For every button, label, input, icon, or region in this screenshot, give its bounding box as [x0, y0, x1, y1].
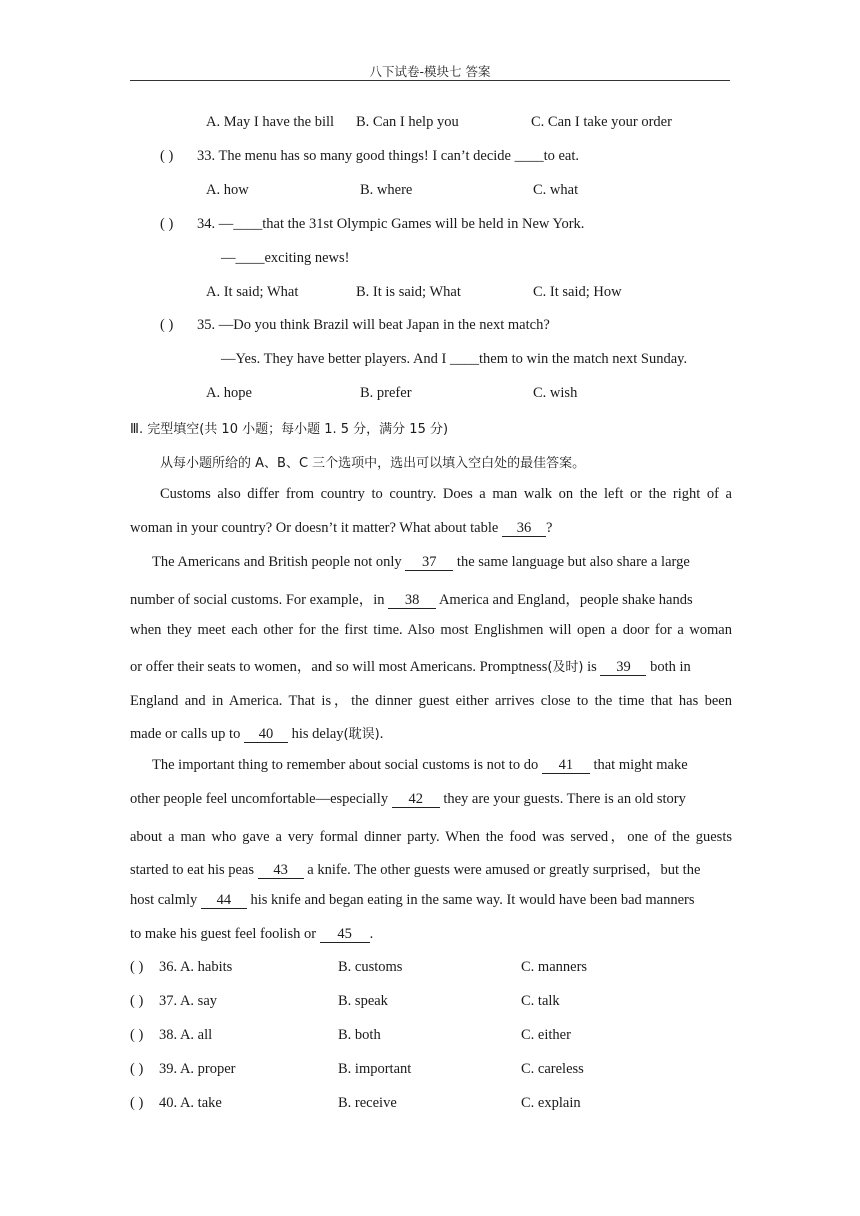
- q32-option-b: B. Can I help you: [356, 114, 459, 130]
- choice-37-option-a: 37. A. say: [159, 993, 217, 1009]
- passage-line: woman in your country? Or doesn’t it matter? What about table 36 ?: [130, 520, 553, 536]
- q33-option-c: C. what: [533, 182, 579, 198]
- q35-option-a: A. hope: [206, 385, 252, 401]
- q32-option-c: C. Can I take your order: [531, 114, 672, 130]
- choice-38-option-b: B. both: [338, 1027, 381, 1043]
- section-title: Ⅲ. 完型填空(共 10 小题；每小题 1. 5 分，满分 15 分): [130, 422, 449, 437]
- passage-line: The Americans and British people not only 37 the same language but also share a large: [152, 554, 690, 570]
- blank-37[interactable]: 37: [405, 555, 453, 571]
- choice-40-option-a: 40. A. take: [159, 1095, 222, 1111]
- q33-option-b: B. where: [360, 182, 413, 198]
- choice-39-option-a: 39. A. proper: [159, 1061, 236, 1077]
- header-divider: [130, 80, 730, 81]
- section-instruction: 从每小题所给的 A、B、C 三个选项中，选出可以填入空白处的最佳答案。: [160, 456, 586, 471]
- page-header: 八下试卷-模块七 答案: [369, 64, 491, 79]
- choice-38-option-c: C. either: [521, 1027, 571, 1043]
- q33-question: 33. The menu has so many good things! I can’t decide ____to eat.: [197, 148, 580, 164]
- passage-line: The important thing to remember about social customs is not to do 41 that might make: [152, 757, 688, 773]
- blank-45[interactable]: 45: [320, 927, 370, 943]
- q34-option-c: C. It said; How: [533, 284, 622, 300]
- q35-reply: —Yes. They have better players. And I ____them to win the match next Sunday.: [221, 351, 688, 367]
- passage-line: host calmly 44 his knife and began eating in the same way. It would have been bad manners: [130, 892, 695, 908]
- blank-43[interactable]: 43: [258, 863, 304, 879]
- q35-option-c: C. wish: [533, 385, 578, 401]
- choice-39-paren[interactable]: ( ): [130, 1061, 144, 1077]
- q35-question: 35. —Do you think Brazil will beat Japan in the next match?: [197, 317, 550, 333]
- passage-line: other people feel uncomfortable—especially 42 they are your guests. There is an old story: [130, 791, 686, 807]
- choice-36-option-b: B. customs: [338, 959, 403, 975]
- blank-44[interactable]: 44: [201, 893, 247, 909]
- choice-37-paren[interactable]: ( ): [130, 993, 144, 1009]
- passage-line: made or calls up to 40 his delay(耽误).: [130, 726, 384, 742]
- passage-line: or offer their seats to women，and so will most Americans. Promptness(及时) is 39 both in: [130, 659, 691, 675]
- q35-answer-paren[interactable]: ( ): [160, 317, 174, 333]
- passage-line: started to eat his peas 43 a knife. The other guests were amused or greatly surprised，but the: [130, 862, 701, 878]
- choice-36-option-c: C. manners: [521, 959, 588, 975]
- passage-line: Customs also differ from country to country. Does a man walk on the left or the right of a: [160, 486, 732, 502]
- blank-38[interactable]: 38: [388, 593, 436, 609]
- choice-37-option-b: B. speak: [338, 993, 388, 1009]
- choice-37-option-c: C. talk: [521, 993, 560, 1009]
- choice-38-option-a: 38. A. all: [159, 1027, 213, 1043]
- blank-36[interactable]: 36: [502, 521, 546, 537]
- q35-option-b: B. prefer: [360, 385, 412, 401]
- passage-line: about a man who gave a very formal dinner party. When the food was served，one of the guests: [130, 829, 732, 845]
- q34-option-b: B. It is said; What: [356, 284, 461, 300]
- q32-option-a: A. May I have the bill: [206, 114, 335, 130]
- q34-reply: —____exciting news!: [221, 250, 350, 266]
- q34-question: 34. —____that the 31st Olympic Games will be held in New York.: [197, 216, 585, 232]
- choice-40-option-c: C. explain: [521, 1095, 581, 1111]
- passage-line: number of social customs. For example，in 38 America and England，people shake hands: [130, 592, 693, 608]
- blank-41[interactable]: 41: [542, 758, 590, 774]
- passage-line: when they meet each other for the first time. Also most Englishmen will open a door for a woman: [130, 622, 732, 638]
- blank-42[interactable]: 42: [392, 792, 440, 808]
- choice-36-paren[interactable]: ( ): [130, 959, 144, 975]
- choice-36-option-a: 36. A. habits: [159, 959, 233, 975]
- q34-option-a: A. It said; What: [206, 284, 299, 300]
- passage-line: to make his guest feel foolish or 45 .: [130, 926, 374, 942]
- choice-39-option-b: B. important: [338, 1061, 412, 1077]
- q33-answer-paren[interactable]: ( ): [160, 148, 174, 164]
- q33-option-a: A. how: [206, 182, 249, 198]
- passage-line: England and in America. That is，the dinner guest either arrives close to the time that has been: [130, 693, 732, 709]
- choice-38-paren[interactable]: ( ): [130, 1027, 144, 1043]
- choice-40-option-b: B. receive: [338, 1095, 397, 1111]
- blank-40[interactable]: 40: [244, 727, 288, 743]
- q34-answer-paren[interactable]: ( ): [160, 216, 174, 232]
- choice-39-option-c: C. careless: [521, 1061, 584, 1077]
- blank-39[interactable]: 39: [600, 660, 646, 676]
- choice-40-paren[interactable]: ( ): [130, 1095, 144, 1111]
